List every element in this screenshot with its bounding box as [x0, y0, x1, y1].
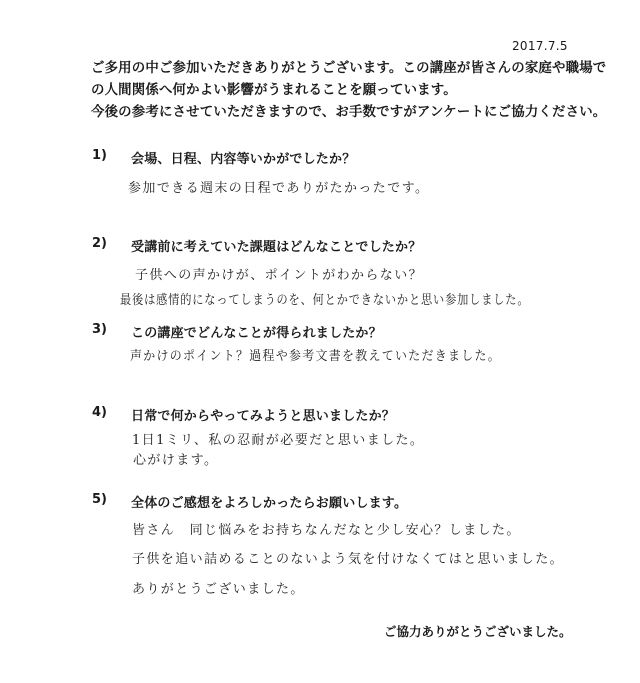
date: 2017.7.5: [512, 39, 568, 53]
question-1-text: 会場、日程、内容等いかがでしたか？: [131, 152, 356, 167]
question-2-answer-1: 子供への声かけが、ポイントがわからない？: [135, 268, 424, 283]
question-5-number: 5): [92, 492, 107, 507]
question-3-number: 3): [92, 322, 107, 337]
question-5-answer-3: ありがとうございました。: [132, 582, 305, 597]
question-3-answer-1: 声かけのポイント？過程や参考文書を教えていただきました。: [130, 349, 501, 364]
intro-line-2: の人間関係へ何かよい影響がうまれることを願っています。: [91, 83, 457, 98]
intro-line-1: ご多用の中ご参加いただきありがとうございます。この講座が皆さんの家庭や職場で: [91, 61, 607, 76]
question-4-text: 日常で何からやってみようと思いましたか？: [131, 409, 396, 424]
question-1-answer-1: 参加できる週末の日程でありがたかったです。: [128, 181, 430, 196]
question-5-text: 全体のご感想をよろしかったらお願いします。: [131, 496, 408, 511]
question-4-number: 4): [92, 405, 107, 420]
question-5-answer-2: 子供を追い詰めることのないよう気を付けなくてはと思いました。: [132, 552, 565, 567]
question-2-answer-2: 最後は感情的になってしまうのを、何とかできないかと思い参加しました。: [120, 293, 530, 308]
intro-line-3: 今後の参考にさせていただきますので、お手数ですがアンケートにご協力ください。: [91, 105, 607, 120]
question-5-answer-1: 皆さん 同じ悩みをお持ちなんだなと少し安心？しました。: [132, 523, 521, 538]
question-2-text: 受講前に考えていた課題はどんなことでしたか？: [131, 240, 422, 255]
question-2-number: 2): [92, 236, 107, 251]
question-1-number: 1): [92, 148, 107, 163]
question-4-answer-2: 心がけます。: [133, 453, 219, 468]
question-4-answer-1: 1日1ミリ、私の忍耐が必要だと思いました。: [132, 433, 425, 448]
closing-message: ご協力ありがとうございました。: [384, 624, 572, 639]
question-3-text: この講座でどんなことが得られましたか？: [131, 326, 382, 341]
